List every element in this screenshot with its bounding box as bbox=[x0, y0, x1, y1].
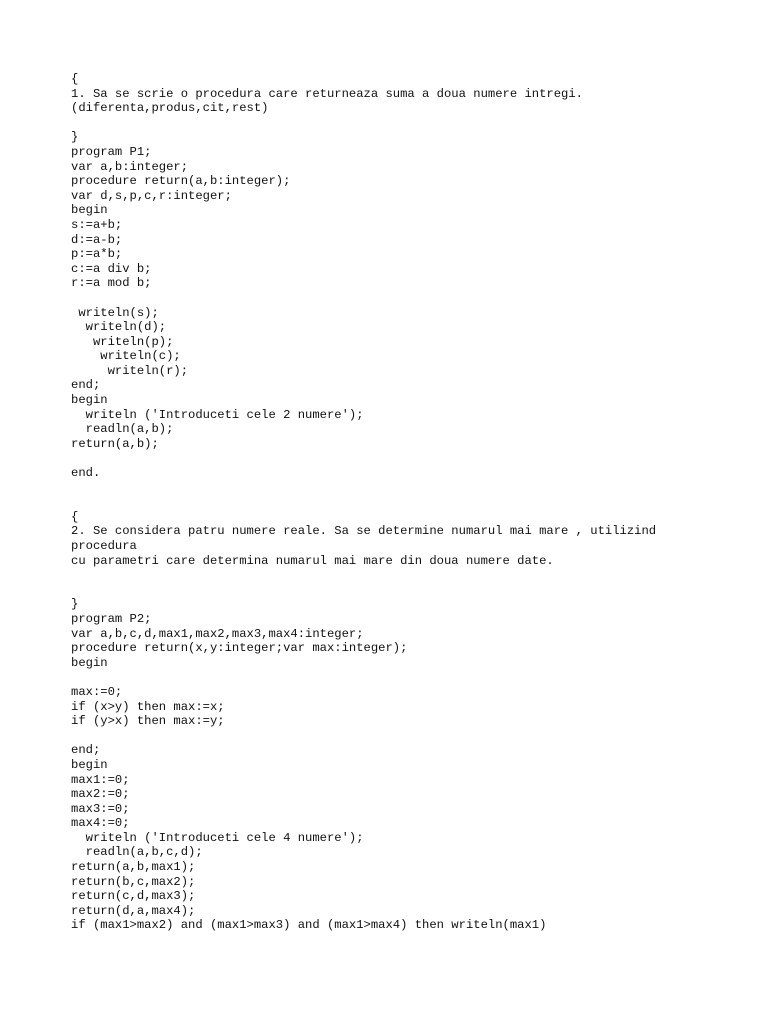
code-line: return(a,b,max1); bbox=[71, 860, 196, 875]
code-line: max4:=0; bbox=[71, 816, 130, 831]
code-line: end; bbox=[71, 743, 101, 758]
code-line bbox=[71, 451, 656, 466]
code-line: d:=a-b; bbox=[71, 232, 123, 247]
code-line: var a,b,c,d,max1,max2,max3,max4:integer; bbox=[71, 626, 364, 641]
code-line bbox=[71, 583, 656, 598]
code-line: begin bbox=[71, 655, 108, 670]
code-line: s:=a+b; bbox=[71, 217, 123, 232]
code-line: procedure return(a,b:integer); bbox=[71, 174, 291, 189]
code-line: readln(a,b,c,d); bbox=[71, 845, 203, 860]
code-line: procedura bbox=[71, 539, 137, 553]
code-line: writeln ('Introduceti cele 2 numere'); bbox=[71, 407, 364, 422]
code-line: program P2; bbox=[71, 611, 152, 626]
code-line: readln(a,b); bbox=[71, 422, 174, 437]
code-line: writeln(c); bbox=[71, 349, 181, 364]
code-line: max2:=0; bbox=[71, 787, 130, 802]
code-line: end. bbox=[71, 466, 101, 481]
code-line: return(d,a,max4); bbox=[71, 903, 196, 918]
code-line bbox=[71, 568, 656, 583]
code-line: if (x>y) then max:=x; bbox=[71, 699, 225, 714]
code-line: begin bbox=[71, 393, 108, 408]
code-line: max:=0; bbox=[71, 684, 123, 699]
code-line: c:=a div b; bbox=[71, 261, 152, 276]
code-line bbox=[71, 481, 656, 496]
code-line: end; bbox=[71, 378, 101, 393]
code-line: begin bbox=[71, 203, 108, 218]
code-line: writeln ('Introduceti cele 4 numere'); bbox=[71, 830, 364, 845]
code-line: p:=a*b; bbox=[71, 247, 123, 262]
code-line: var d,s,p,c,r:integer; bbox=[71, 188, 232, 203]
code-line: writeln(d); bbox=[71, 320, 167, 335]
code-line: (diferenta,produs,cit,rest) bbox=[71, 101, 269, 116]
code-line: if (y>x) then max:=y; bbox=[71, 714, 225, 729]
code-line: { bbox=[71, 509, 79, 524]
code-line: begin bbox=[71, 757, 108, 772]
code-line: 2. Se considera patru numere reale. Sa se determine numarul mai mare , utilizind bbox=[71, 524, 657, 539]
code-line bbox=[71, 495, 656, 510]
code-line: r:=a mod b; bbox=[71, 276, 152, 291]
code-line: return(b,c,max2); bbox=[71, 874, 196, 889]
code-line: procedure return(x,y:integer;var max:integer); bbox=[71, 641, 408, 656]
code-line: program P1; bbox=[71, 144, 152, 159]
code-line: } bbox=[71, 597, 79, 612]
code-line bbox=[71, 116, 656, 131]
code-line: cu parametri care determina numarul mai mare din doua numere date. bbox=[71, 553, 554, 568]
code-line: if (max1>max2) and (max1>max3) and (max1>max4) then writeln(max1) bbox=[71, 918, 547, 933]
code-line: return(c,d,max3); bbox=[71, 889, 196, 904]
code-line: 1. Sa se scrie o procedura care returneaza suma a doua numere intregi. bbox=[71, 86, 583, 101]
code-listing bbox=[71, 72, 656, 933]
code-line: { bbox=[71, 72, 79, 86]
code-line: } bbox=[71, 130, 79, 145]
code-line: writeln(p); bbox=[71, 334, 174, 349]
code-line: writeln(r); bbox=[71, 363, 189, 378]
code-line: var a,b:integer; bbox=[71, 159, 189, 174]
code-line bbox=[71, 670, 656, 685]
code-line: max1:=0; bbox=[71, 772, 130, 787]
code-line bbox=[71, 729, 656, 744]
code-line: writeln(s); bbox=[71, 305, 159, 320]
code-line bbox=[71, 291, 656, 306]
code-line: max3:=0; bbox=[71, 801, 130, 816]
code-line: return(a,b); bbox=[71, 436, 159, 451]
